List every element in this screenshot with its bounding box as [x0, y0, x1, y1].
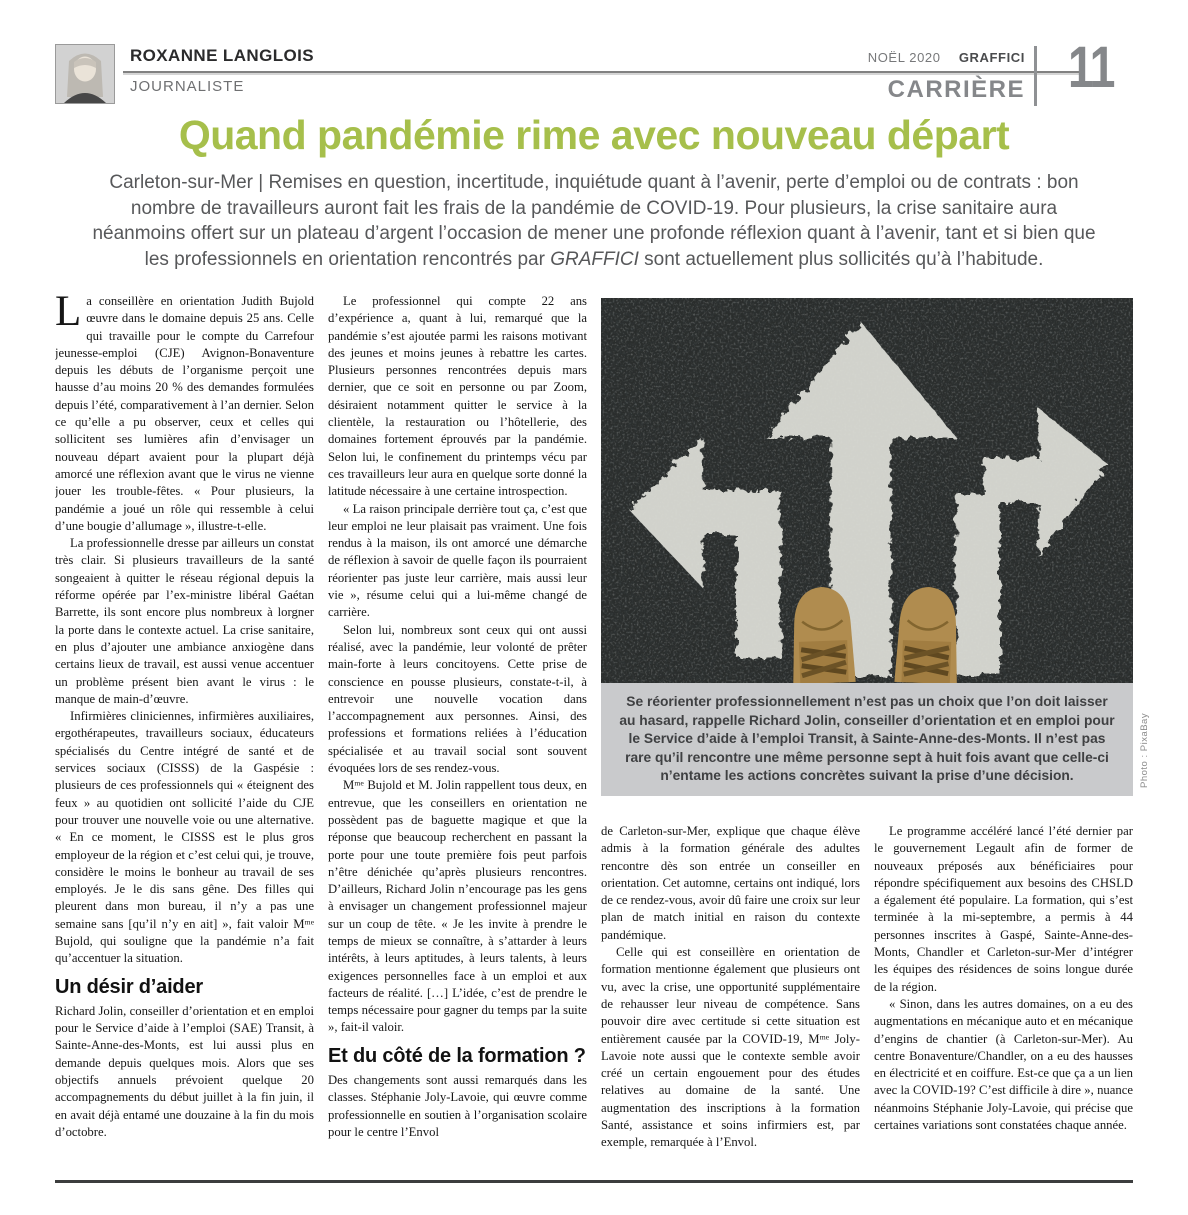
- paragraph: Selon lui, nombreux sont ceux qui ont aussi réalisé, avec la pandémie, leur volonté de prêter main-forte à leurs concitoyens. Cette prise de conscience en pousse plusieurs, constate-t-il, à entrevoir une nouvelle vocation dans l’accompagnement aux personnes. Ainsi, des professions et formations reliées à l’éducation spécialisée et au travail social sont souvent évoquées lors de ses rendez-vous.: [328, 622, 587, 776]
- lead-text-start: Carleton-sur-Mer | Remises en question, incertitude, inquiétude quant à l’avenir, perte d’emploi ou de contrats : bon nombre de travailleurs auront fait les frais de la pandémie de COVID-19. Pour plusieurs, la crise sanitaire aura néanmoins offert sur un plateau d’argent l’occasion de mener une profonde réflexion quant à l’avenir, tant et si bien que les professionnels en orientation rencontrés par: [92, 172, 1096, 270]
- paragraph: « Sinon, dans les autres domaines, on a eu des augmentations en mécanique auto et en mécanique d’engins de chantier (à Carleton-sur-Mer). Au centre Bonaventure/Chandler, on a eu des hausses en électricité et en coiffure. Est-ce que ça a un lien avec la COVID-19? C’est difficile à dire », nuance néanmoins Stéphanie Joly-Lavoie, qui précise que certaines variations sont constatées chaque année.: [874, 996, 1133, 1133]
- paragraph: Richard Jolin, conseiller d’orientation et en emploi pour le Service d’aide à l’emploi (SAE) Transit, à Sainte-Anne-des-Monts, est lui aussi plus en demande depuis quelques mois. Alors que ses objectifs annuels prévoient quelque 20 accompagnements du début juillet à la fin juin, il en avait déjà entamé une douzaine à la fin du mois d’octobre.: [55, 1003, 314, 1139]
- header-divider: [123, 71, 1085, 75]
- paragraph: de Carleton-sur-Mer, explique que chaque élève admis à la formation générale des adultes rencontre dès son entrée un conseiller en orientation. Cet automne, certains ont indiqué, lors de ce rendez-vous, avoir dû faire une croix sur leur plan de match initial en raison du contexte pandémique.: [601, 823, 860, 942]
- author-portrait-graphic: [56, 45, 114, 103]
- author-role: JOURNALISTE: [130, 78, 245, 95]
- paragraph: Le programme accéléré lancé l’été dernier par le gouvernement Legault afin de former de nouveaux préposés aux bénéficiaires pour répondre spécifiquement aux besoins des CHSLD a également été populaire. La formation, qui s’est terminée à la mi-septembre, a permis à 44 personnes inscrites à Gaspé, Sainte-Anne-des-Monts, Chandler et Carleton-sur-Mer d’intégrer les équipes des résidences de soins longue durée de la région.: [874, 823, 1133, 994]
- column-4: [874, 823, 1133, 1185]
- arrows-photo: [601, 298, 1133, 683]
- column-3: [601, 823, 860, 1185]
- paragraph: Des changements sont aussi remarqués dans les classes. Stéphanie Joly-Lavoie, qui œuvre comme professionnelle en soutien à l’organisation scolaire pour le centre l’Envol: [328, 1073, 587, 1139]
- column-2-paragraphs: [328, 293, 587, 1037]
- column-1-paragraphs-after: [55, 1003, 314, 1141]
- opening-paragraph-text: a conseillère en orientation Judith Bujold œuvre dans le domaine depuis 25 ans. Celle qui travaille pour le compte du Carrefour jeunesse-emploi (CJE) Avignon-Bonaventure depuis les débuts de l’organisme perçoit une hausse d’au moins 20 % des demandes formulées depuis l’été, comparativement à l’an dernier. Selon ce qu’elle a pu observer, ceux et celles qui sollicitent ses lumières afin d’envisager un nouveau départ avaient pour la plupart déjà amorcé une réflexion avant que le virus ne vienne jouer les trouble-fêtes. « Pour plusieurs, la pandémie a joué un rôle qui ressemble à celui d’une bougie d’allumage », illustre-t-elle.: [55, 294, 314, 533]
- bottom-rule: [55, 1180, 1133, 1183]
- column-2: [328, 293, 587, 1185]
- column-1: [55, 293, 314, 1185]
- paragraph: Mᵐᵉ Bujold et M. Jolin rappellent tous deux, en entrevue, que les conseillers en orientation ne possèdent pas de baguette magique et que la réponse que beaucoup recherchent en passant la porte pour une toute première fois peut parfois n’être dénichée qu’après plusieurs rencontres. D’ailleurs, Richard Jolin n’encourage pas les gens à envisager un changement professionnel majeur sur un coup de tête. « Je les invite à prendre le temps de mieux se connaître, à s’attarder à leurs intérêts, à leurs aptitudes, à leurs talents, à leurs exigences personnelles face à un emploi et aux facteurs de réalité. […] L’idée, c’est de prendre le temps nécessaire pour gagner du temps par la suite », fait-il valoir.: [328, 778, 587, 1035]
- author-name: ROXANNE LANGLOIS: [130, 46, 314, 65]
- page-number-divider: [1034, 46, 1037, 106]
- right-columns: [601, 823, 1133, 1185]
- page-header: [55, 35, 1133, 108]
- subhead-et-du-cote-formation: Et du côté de la formation ?: [328, 1044, 586, 1067]
- issue-brand: [868, 50, 1025, 65]
- author-photo: [55, 44, 115, 104]
- page-number: 11: [1067, 35, 1114, 100]
- article-lead: [88, 170, 1100, 272]
- article-body: [55, 293, 1150, 1180]
- paragraph: La professionnelle dresse par ailleurs un constat très clair. Si plusieurs travailleurs de la santé songeaient à quitter le réseau régional depuis la réforme opérée par l’ex-ministre libéral Gaétan Barrette, ils sont encore plus nombreux à lorgner la porte dans le contexte actuel. La crise sanitaire, en plus d’ajouter une ambiance anxiogène dans certains lieux de travail, est aussi venue accentuer un problème présent bien avant le virus : le manque de main-d’œuvre.: [55, 536, 314, 706]
- paragraph: « La raison principale derrière tout ça, c’est que leur emploi ne leur plaisait pas vraiment. Une fois rendus à la maison, ils ont amorcé une démarche de réflexion à savoir de quelle façon ils pourraient réorienter pas juste leur carrière, mais aussi leur vie », résume celui qui a lui-même changé de carrière.: [328, 501, 587, 620]
- photo-credit: Photo : PixaBay: [1139, 712, 1150, 788]
- paragraph: Celle qui est conseillère en orientation de formation mentionne également que plusieurs ont vu, avec la crise, une opportunité supplémentaire de rehausser leur niveau de compétence. Sans pouvoir dire avec certitude si cette situation est entièrement causée par la COVID-19, Mᵐᵉ Joly-Lavoie note aussi que le contexte semble avoir créé un certain engouement pour des études relatives au domaine de la santé. Une augmentation des inscriptions à la formation Santé, assistance et soins infirmiers est, par exemple, remarquée à l’Envol.: [601, 945, 860, 1150]
- arrows-photo-graphic: [601, 298, 1133, 683]
- paragraph: Infirmières cliniciennes, infirmières auxiliaires, ergothérapeutes, travailleurs sociaux, éducateurs spécialisés du Centre intégré de santé et de services sociaux (CISSS) de la Gaspésie : plusieurs de ces professionnels qui « éteignent des feux » au quotidien ont sollicité l’aide du CJE pour trouver une nouvelle voie ou une alternative. « En ce moment, le CISSS est le plus gros employeur de la région et c’est celui qui, je trouve, considère le moins le bonheur au travail de ses employés. Je le dis sans gêne. Des filles qui pleurent dans mon bureau, il n’y a pas une semaine sans [qu’il n’y en ait] », fait valoir Mᵐᵉ Bujold, qui souligne que la pandémie n’a fait qu’accentuer la situation.: [55, 709, 314, 966]
- issue-date: NOËL 2020: [867, 50, 941, 65]
- column-1-paragraphs: [55, 535, 314, 967]
- paragraph: Le professionnel qui compte 22 ans d’expérience a, quant à lui, remarqué que la pandémie s’est ajoutée parmi les raisons motivant des jeunes et moins jeunes à rebattre les cartes. Plusieurs personnes rencontrées depuis mars dernier, que ce soit en personne ou par Zoom, désiraient notamment quitter le service à la clientèle, la restauration ou l’hôtellerie, des domaines fortement éprouvés par la pandémie. Selon lui, le confinement du printemps vécu par ces travailleurs leur aura en quelque sorte donné la latitude nécessaire à une certaine introspection.: [328, 294, 587, 499]
- section-label: CARRIÈRE: [887, 76, 1025, 103]
- photo-and-right-columns: [601, 293, 1150, 1185]
- photo-caption: Se réorienter professionnellement n’est pas un choix que l’on doit laisser au hasard, rappelle Richard Jolin, conseiller d’orientation et en emploi pour le Service d’aide à l’emploi Transit, à Sainte-Anne-des-Monts. Il n’est pas rare qu’il rencontre une même personne sept à huit fois avant que celle-ci n’entame les actions concrètes suivant la prise d’une décision.: [601, 683, 1133, 796]
- subhead-un-desir-daider: Un désir d’aider: [55, 975, 203, 998]
- article-title: Quand pandémie rime avec nouveau départ: [178, 112, 1010, 158]
- drop-cap: L: [55, 293, 82, 335]
- brand-mention: GRAFFICI: [550, 248, 639, 270]
- column-2-paragraphs-after: [328, 1072, 587, 1141]
- brand-name: GRAFFICI: [958, 50, 1025, 65]
- lead-text-end: sont actuellement plus sollicités qu’à l’habitude.: [638, 248, 1044, 270]
- opening-paragraph: [55, 293, 314, 535]
